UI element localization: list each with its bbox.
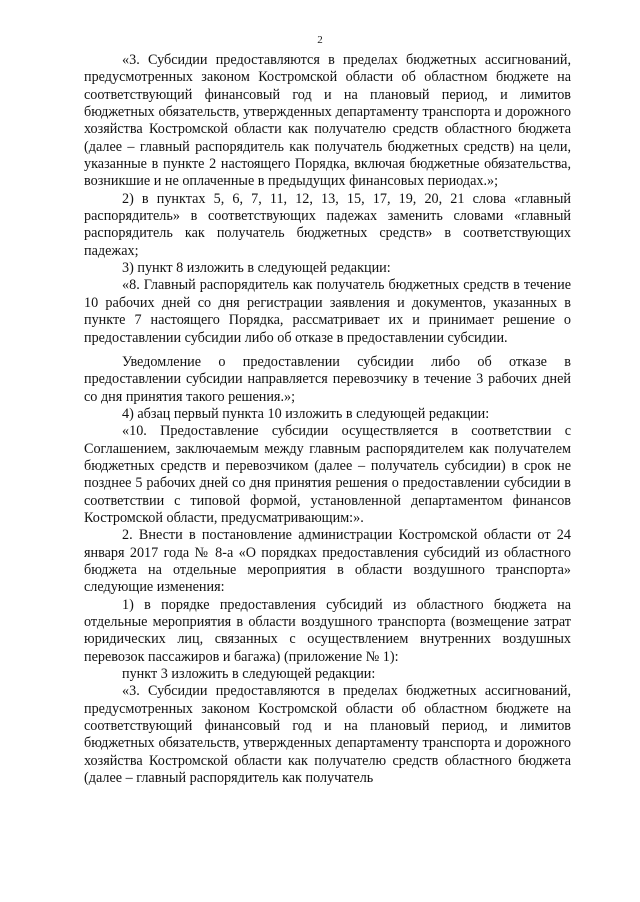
paragraph: Уведомление о предоставлении субсидии либо об отказе в предоставлении субсидии направляется перевозчику в течение 3 рабочих дней со дня принятия такого решения.»; — [84, 353, 571, 405]
paragraph: пункт 3 изложить в следующей редакции: — [122, 666, 376, 683]
paragraph: 2) в пунктах 5, 6, 7, 11, 12, 13, 15, 17, 19, 20, 21 слова «главный распорядитель» в соответствующих падежах заменить словами «главный распорядитель как получатель бюджетных средств» в соответствующих падежах; — [84, 190, 571, 259]
paragraph: 1) в порядке предоставления субсидий из областного бюджета на отдельные мероприятия в области воздушного транспорта (возмещение затрат юридических лиц, связанных с осуществлением внутренних воздушных перевозок пассажиров и багажа) (приложение № 1): — [84, 596, 571, 665]
paragraph: 4) абзац первый пункта 10 изложить в следующей редакции: — [122, 405, 490, 422]
page-number: 2 — [317, 34, 323, 46]
paragraph: 2. Внести в постановление администрации Костромской области от 24 января 2017 года № 8-а «О порядках предоставления субсидий из областного бюджета на отдельные мероприятия в области воздушного транспорта» следующие изменения: — [84, 527, 571, 596]
paragraph: «8. Главный распорядитель как получатель бюджетных средств в течение 10 рабочих дней со дня регистрации заявления и документов, указанных в пункте 7 настоящего Порядка, рассматривает их и принимает решение о предоставлении субсидии либо об отказе в предоставлении субсидии. — [84, 277, 571, 346]
paragraph: «3. Субсидии предоставляются в пределах бюджетных ассигнований, предусмотренных законом Костромской области об областном бюджете на соответствующий финансовый год и на плановый период, и лимитов бюджетных обязательств, утвержденных департаменту транспорта и дорожного хозяйства Костромской области как получателю средств областного бюджета (далее – главный распорядитель как получатель бюджетных средств) на цели, указанные в пункте 2 настоящего Порядка, включая бюджетные обязательства, возникшие и не оплаченные в предыдущих финансовых периодах.»; — [84, 52, 571, 190]
paragraph: «3. Субсидии предоставляются в пределах бюджетных ассигнований, предусмотренных законом Костромской области об областном бюджете на соответствующий финансовый год и на плановый период, и лимитов бюджетных обязательств, утвержденных департаменту транспорта и дорожного хозяйства Костромской области как получателю средств областного бюджета (далее – главный распорядитель как получатель — [84, 683, 571, 787]
document-body — [84, 52, 571, 787]
paragraph: «10. Предоставление субсидии осуществляется в соответствии с Соглашением, заключаемым между главным распорядителем как получателем бюджетных средств и перевозчиком (далее – получатель субсидии) в срок не позднее 5 рабочих дней со дня принятия решения о предоставлении субсидии в соответствии с типовой формой, установленной департаментом финансов Костромской области, предусматривающим:». — [84, 423, 571, 526]
paragraph: 3) пункт 8 изложить в следующей редакции: — [122, 260, 391, 277]
